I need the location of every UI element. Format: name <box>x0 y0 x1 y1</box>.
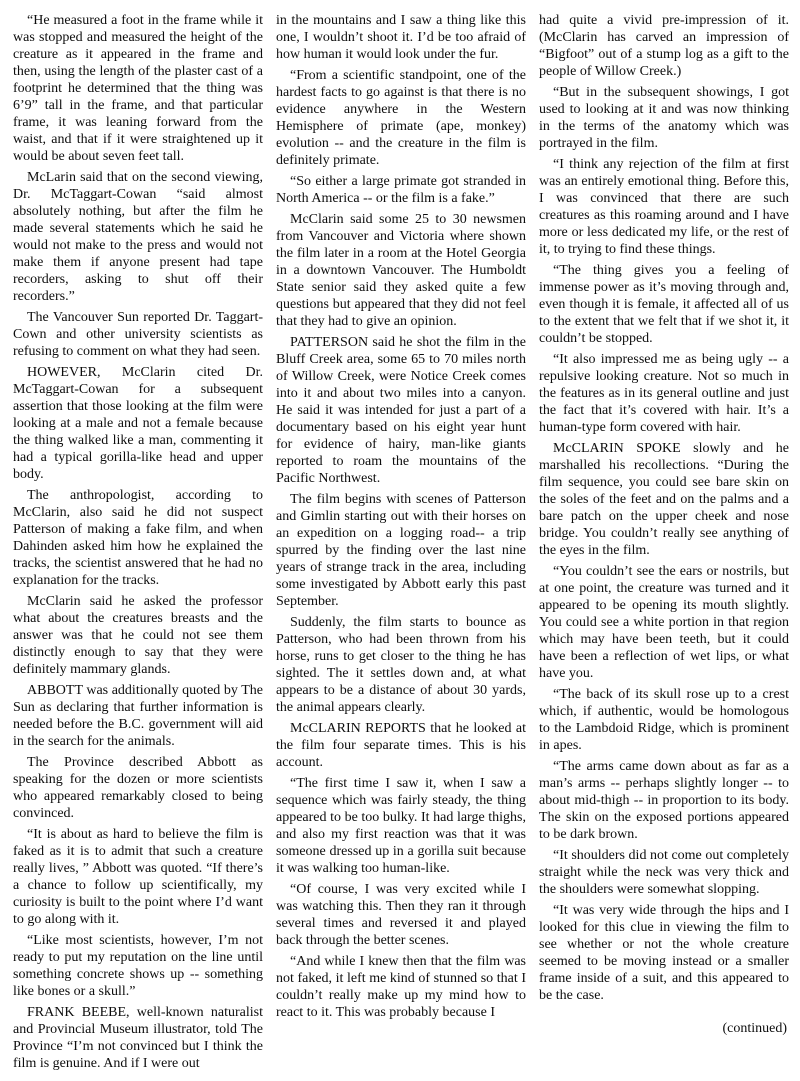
paragraph: PATTERSON said he shot the film in the Bluff Creek area, some 65 to 70 miles north of Willow Creek, were Notice Creek comes into it and about two miles into a canyon. He said it was intended for just a part of a documentary based on his eight year hunt for evidence of hairy, man-like giants reported to roam the mountains of the Pacific Northwest. <box>276 335 526 486</box>
paragraph: “So either a large primate got stranded in North America -- or the film is a fake.” <box>276 174 526 206</box>
paragraph: “The back of its skull rose up to a crest which, if authentic, would be homologous to the Lambdoid Ridge, which is prominent in apes. <box>539 687 789 753</box>
paragraph: The Vancouver Sun reported Dr. Taggart-Cown and other university scientists as refusing to comment on what they had seen. <box>13 310 263 359</box>
paragraph: “Like most scientists, however, I’m not ready to put my reputation on the line until something concrete shows up -- something like bones or a skull.” <box>13 933 263 999</box>
continued-label: (continued) <box>722 1021 787 1036</box>
paragraph: “The first time I saw it, when I saw a sequence which was fairly steady, the thing appeared to be too bulky. It had large thighs, and also my first reaction was that it was someone dressed up in a gorilla suit because it was walking too human-like. <box>276 776 526 876</box>
paragraph: “It is about as hard to believe the film is faked as it is to admit that such a creature really lives, ” Abbott was quoted. “If there’s a chance to follow up scientifically, my curiosity is built to the point where I’d want to go along with it. <box>13 827 263 927</box>
paragraph: “It shoulders did not come out completely straight while the neck was very thick and the shoulders were somewhat slopping. <box>539 848 789 897</box>
paragraph: “But in the subsequent showings, I got used to looking at it and was now thinking in the terms of the anatomy which was portrayed in the film. <box>539 85 789 151</box>
paragraph: “The thing gives you a feeling of immense power as it’s moving through and, even though it is female, it affected all of us to the extent that we felt that if we shot it, it couldn’t be stopped. <box>539 263 789 346</box>
paragraph: “Of course, I was very excited while I was watching this. Then they ran it through several times and reversed it and played back through the better scenes. <box>276 882 526 948</box>
paragraph: McCLARIN REPORTS that he looked at the film four separate times. This is his account. <box>276 721 526 770</box>
paragraph: “He measured a foot in the frame while it was stopped and measured the height of the creature as it appeared in the frame and then, using the length of the plaster cast of a footprint he determined that the thing was 6’9” tall in the frame, and that particular frame, it was leaning forward from the waist, and that if it were straightened up it would be about seven feet tall. <box>13 13 263 164</box>
paragraph: “You couldn’t see the ears or nostrils, but at one point, the creature was turned and it appeared to be opening its mouth slightly. You could see a white portion in that region which may have been teeth, but it could have been a reflection of wet lips, or what have you. <box>539 564 789 681</box>
paragraph: McClarin said he asked the professor what about the creatures breasts and the answer was that he could not see them distinctly enough to say that they were definitely mammary glands. <box>13 594 263 677</box>
paragraph: “And while I knew then that the film was not faked, it left me kind of stunned so that I couldn’t really make up my mind how to react to it. This was probably because I <box>276 954 526 1020</box>
paragraph: McClarin said some 25 to 30 newsmen from Vancouver and Victoria where shown the film later in a room at the Hotel Georgia in a downtown Vancouver. The Humboldt State senior said they asked quite a few questions but appeared that they did not feel that they had to give an opinion. <box>276 212 526 329</box>
paragraph: ABBOTT was additionally quoted by The Sun as declaring that further information is needed before the B.C. government will aid in the search for the animals. <box>13 683 263 749</box>
paragraph: McLarin said that on the second viewing, Dr. McTaggart-Cowan “said almost absolutely nothing, but after the film he made several statements which he said he would not make to the press and would not make them if anyone present had tape recorders, asking to shut off their recorders.” <box>13 170 263 304</box>
paragraph: Suddenly, the film starts to bounce as Patterson, who had been thrown from his horse, runs to get closer to the thing he has sighted. The it settles down and, at what appears to be a distance of about 30 yards, the animal appears clearly. <box>276 615 526 715</box>
article-column-2 <box>276 12 526 1074</box>
paragraph: FRANK BEEBE, well-known naturalist and Provincial Museum illustrator, told The Province “I’m not convinced but I think the film is genuine. And if I were out <box>13 1005 263 1071</box>
paragraph: “It also impressed me as being ugly -- a repulsive looking creature. Not so much in the features as in its general outline and just the fact that it’s covered with hair. It’s a human-type form covered with hair. <box>539 352 789 435</box>
paragraph: had quite a vivid pre-impression of it. (McClarin has carved an impression of “Bigfoot” out of a stump log as a gift to the people of Willow Creek.) <box>539 13 789 79</box>
paragraph: The anthropologist, according to McClarin, also said he did not suspect Patterson of making a fake film, and when Dahinden asked him how he explained the tracks, the scientist answered that he had no explanation for the tracks. <box>13 488 263 588</box>
paragraph: “The arms came down about as far as a man’s arms -- perhaps slightly longer -- to about mid-thigh -- in proportion to its body. The skin on the exposed portions appeared to be dark brown. <box>539 759 789 842</box>
paragraph: The Province described Abbott as speaking for the dozen or more scientists who appeared remarkably closed to being convinced. <box>13 755 263 821</box>
paragraph: The film begins with scenes of Patterson and Gimlin starting out with their horses on an expedition on a logging road-- a trip spurred by the finding over the last nine years of strange track in the area, including some investigated by Abbott early this past September. <box>276 492 526 609</box>
paragraph: HOWEVER, McClarin cited Dr. McTaggart-Cowan for a subsequent assertion that those looking at the film were looking at a male and not a female because the thing walked like a man, commenting it had a typical gorilla-like head and upper body. <box>13 365 263 482</box>
article-column-3 <box>539 12 789 1074</box>
paragraph: “It was very wide through the hips and I looked for this clue in viewing the film to see whether or not the whole creature seemed to be moving instead or a smaller frame inside of a suit, and this appeared to be the case. <box>539 903 789 1003</box>
paragraph: “From a scientific standpoint, one of the hardest facts to go against is that there is no evidence anywhere in the Western Hemisphere of primate (ape, monkey) evolution -- and the creature in the film is definitely primate. <box>276 68 526 168</box>
article-column-1 <box>13 12 263 1074</box>
paragraph: McCLARIN SPOKE slowly and he marshalled his recollections. “During the film sequence, you could see bare skin on the soles of the feet and on the palms and a bare patch on the upper cheek and nose bridge. You couldn’t really see anything of the eyes in the film. <box>539 441 789 558</box>
columns <box>13 12 792 1074</box>
paragraph: “I think any rejection of the film at first was an entirely emotional thing. Before this, I was convinced that there are such creatures as this roaming around and I have more or less dedicated my life, or the rest of it, to trying to find these things. <box>539 157 789 257</box>
paragraph: in the mountains and I saw a thing like this one, I wouldn’t shoot it. I’d be too afraid of how human it would look under the fur. <box>276 13 526 62</box>
